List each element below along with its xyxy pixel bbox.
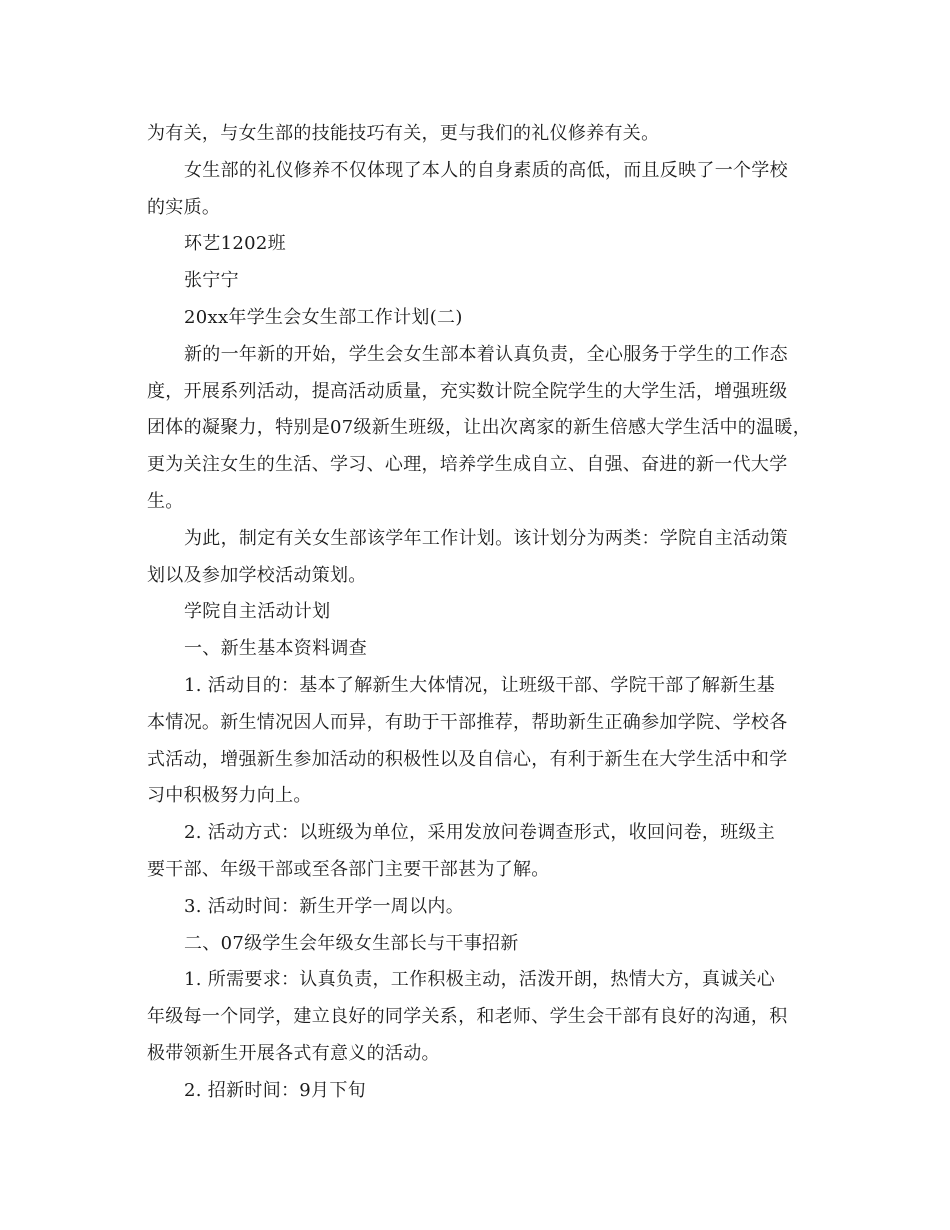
text-line: 张宁宁	[184, 270, 239, 292]
text-line: 1. 所需要求：认真负责，工作积极主动，活泼开朗，热情大方，真诚关心	[184, 969, 776, 991]
text-line: 本情况。新生情况因人而异，有助于干部推荐，帮助新生正确参加学院、学校各	[147, 711, 788, 733]
text-line: 2. 招新时间：9月下旬	[184, 1079, 366, 1101]
text-line: 式活动，增强新生参加活动的积极性以及自信心，有利于新生在大学生活中和学	[147, 748, 788, 770]
text-line: 习中积极努力向上。	[147, 785, 312, 807]
text-line: 为有关，与女生部的技能技巧有关，更与我们的礼仪修养有关。	[147, 123, 660, 144]
text-line: 1. 活动目的：基本了解新生大体情况，让班级干部、学院干部了解新生基	[184, 674, 776, 696]
text-line: 环艺1202班	[184, 233, 286, 255]
text-line: 更为关注女生的生活、学习、心理，培养学生成自立、自强、奋进的新一代大学	[147, 454, 788, 476]
text-line: 女生部的礼仪修养不仅体现了本人的自身素质的高低，而且反映了一个学校	[184, 159, 788, 181]
text-line: 学院自主活动计划	[184, 601, 331, 623]
text-line: 生。	[147, 490, 184, 512]
text-line: 团体的凝聚力，特别是07级新生班级，让出次离家的新生倍感大学生活中的温暖，	[147, 417, 812, 439]
document-body	[147, 116, 827, 1110]
text-line: 一、新生基本资料调查	[184, 638, 367, 660]
text-line: 新的一年新的开始，学生会女生部本着认真负责，全心服务于学生的工作态	[184, 343, 788, 365]
text-line: 为此，制定有关女生部该学年工作计划。该计划分为两类：学院自主活动策	[184, 527, 788, 549]
text-line: 划以及参加学校活动策划。	[147, 564, 367, 586]
text-line: 20xx年学生会女生部工作计划(二)	[184, 306, 463, 328]
text-line: 2. 活动方式：以班级为单位，采用发放问卷调查形式，收回问卷，班级主	[184, 822, 776, 844]
text-line: 二、07级学生会年级女生部长与干事招新	[184, 932, 519, 954]
text-line: 的实质。	[147, 196, 221, 218]
text-line: 3. 活动时间：新生开学一周以内。	[184, 895, 464, 917]
text-line: 年级每一个同学，建立良好的同学关系，和老师、学生会干部有良好的沟通，积	[147, 1006, 788, 1028]
text-line: 极带领新生开展各式有意义的活动。	[147, 1042, 440, 1064]
text-line: 度，开展系列活动，提高活动质量，充实数计院全院学生的大学生活，增强班级	[147, 380, 788, 402]
text-line: 要干部、年级干部或至各部门主要干部甚为了解。	[147, 858, 550, 880]
